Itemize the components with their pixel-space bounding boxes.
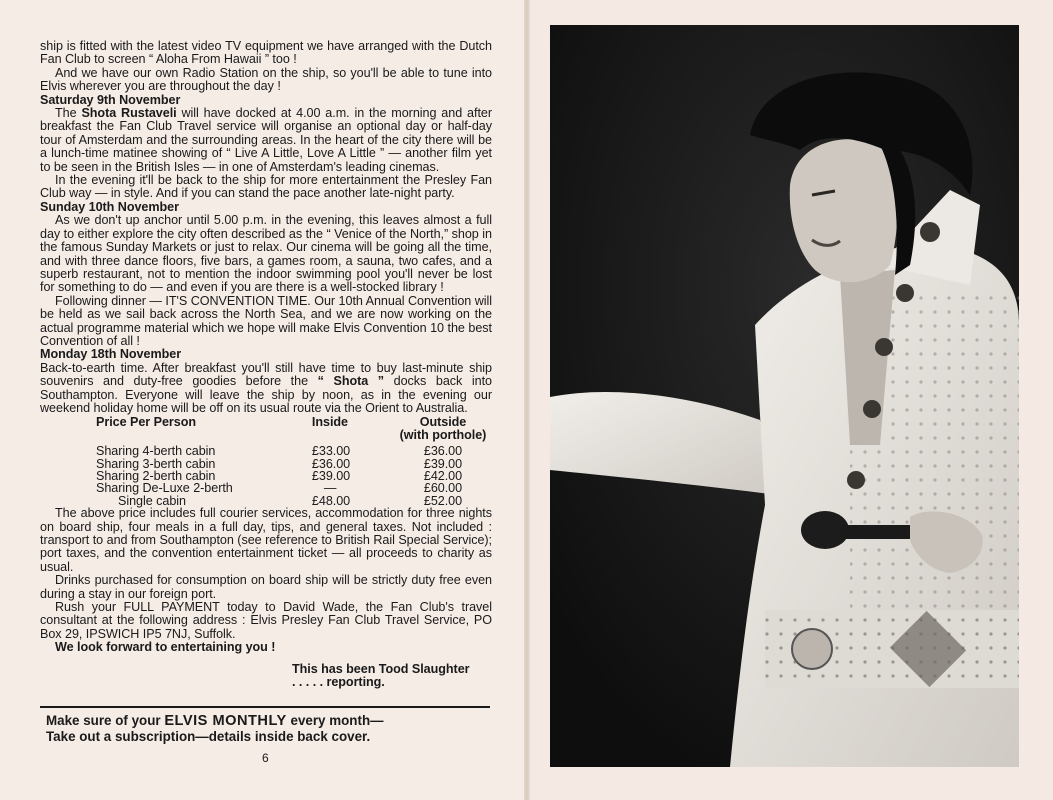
divider-rule xyxy=(40,706,490,708)
suit-button xyxy=(920,222,940,242)
table-row: Sharing De-Luxe 2-berth — £60.00 xyxy=(96,481,463,496)
promo-line: Take out a subscription—details inside back cover. xyxy=(46,729,371,744)
promo-line: Make sure of your ELVIS MONTHLY every month— xyxy=(46,713,384,729)
belt-medallion xyxy=(792,629,832,669)
paragraph: Back-to-earth time. After breakfast you'll still have time to buy last-minute ship souvenirs and duty-free goodies before the “ Shota ” docks back into Southampton. Everyone will leave the ship by noon, as in the evening our weekend holiday home will be off on its usual route via the Orient to Australia. xyxy=(40,360,492,415)
suit-button xyxy=(863,400,881,418)
suit-button xyxy=(875,338,893,356)
table-row: Sharing 3-berth cabin £36.00 £39.00 xyxy=(96,456,463,471)
paragraph: Rush your FULL PAYMENT today to David Wade, the Fan Club's travel consultant at the following address : Elvis Presley Fan Club Travel Service, PO Box 29, IPSWICH IP5 7NJ, Suffolk. xyxy=(40,600,492,641)
photo-illustration xyxy=(550,25,1019,767)
paragraph: As we don't up anchor until 5.00 p.m. in the evening, this leaves almost a full day to either explore the city often described as the “ Venice of the North,” shop in the famous Sunday Markets or just to relax. Our cinema will be going all the time, and with three dance floors, five bars, a games room, a sauna, two cafes, and a superb restaurant, not to mention the indoor swimming pool you'll never be lost for something to do — and even if you are there is a well-stocked library ! xyxy=(40,213,492,295)
signoff-line: This has been Tood Slaughter xyxy=(292,661,470,676)
price-table-header xyxy=(96,416,492,441)
ship-name: Shota Rustaveli xyxy=(81,106,177,121)
section-heading-sunday: Sunday 10th November xyxy=(40,199,179,214)
suit-button xyxy=(847,471,865,489)
suit-button xyxy=(896,284,914,302)
magazine-title: ELVIS MONTHLY xyxy=(164,713,287,729)
signoff xyxy=(292,663,492,689)
price-table xyxy=(96,416,492,507)
table-row: Sharing 2-berth cabin £39.00 £42.00 xyxy=(96,469,463,483)
page-gutter xyxy=(524,0,530,800)
signoff-line: . . . . . reporting. xyxy=(292,674,385,689)
paragraph: In the evening it'll be back to the ship for more entertainment the Presley Fan Club way — in style. And if you can stand the pace another late-night party. xyxy=(40,173,492,201)
ship-nickname: “ Shota ” xyxy=(317,374,385,389)
elvis-performance-photo xyxy=(550,25,1019,767)
paragraph: ship is fitted with the latest video TV equipment we have arranged with the Dutch Fan Club to screen “ Aloha From Hawaii ” too ! xyxy=(40,39,492,67)
section-heading-monday: Monday 18th November xyxy=(40,347,182,362)
paragraph: Drinks purchased for consumption on board ship will be strictly duty free even during a stay in our foreign port. xyxy=(40,573,492,601)
table-row: Single cabin £48.00 £52.00 xyxy=(118,493,463,508)
page-number: 6 xyxy=(262,751,269,765)
section-heading-saturday: Saturday 9th November xyxy=(40,92,181,107)
header-price-per-person: Price Per Person xyxy=(96,415,197,430)
subscription-promo xyxy=(46,713,506,745)
header-inside: Inside xyxy=(311,415,348,430)
article-text xyxy=(40,40,492,689)
paragraph: We look forward to entertaining you ! xyxy=(55,640,276,655)
header-outside: Outside (with porthole) xyxy=(399,415,487,442)
table-row: Sharing 4-berth cabin £33.00 £36.00 xyxy=(96,444,463,459)
paragraph: And we have our own Radio Station on the ship, so you'll be able to tune into Elvis wherever you are throughout the day ! xyxy=(40,65,492,94)
paragraph: Following dinner — IT'S CONVENTION TIME. Our 10th Annual Convention will be held as we sail back across the North Sea, and we are now working on the actual programme material which we hope will make Elvis Convention 10 the best Convention of all ! xyxy=(40,293,492,348)
paragraph: The Shota Rustaveli will have docked at 4.00 a.m. in the morning and after breakfast the Fan Club Travel service will organise an optional day or half-day tour of Amsterdam and the surrounding areas. In the heart of the city there will be a lunch-time matinee showing of “ Live A Little, Love A Little ” — another film yet to be seen in the British Isles — in one of Amsterdam's leading cinemas. xyxy=(40,106,493,174)
paragraph: The above price includes full courier services, accommodation for three nights on board ship, four meals in a full day, tips, and general taxes. Not included : transport to and from Southampton (see reference to British Rail Special Service); port taxes, and the convention entertainment ticket — all proceeds to charity as usual. xyxy=(40,506,492,574)
